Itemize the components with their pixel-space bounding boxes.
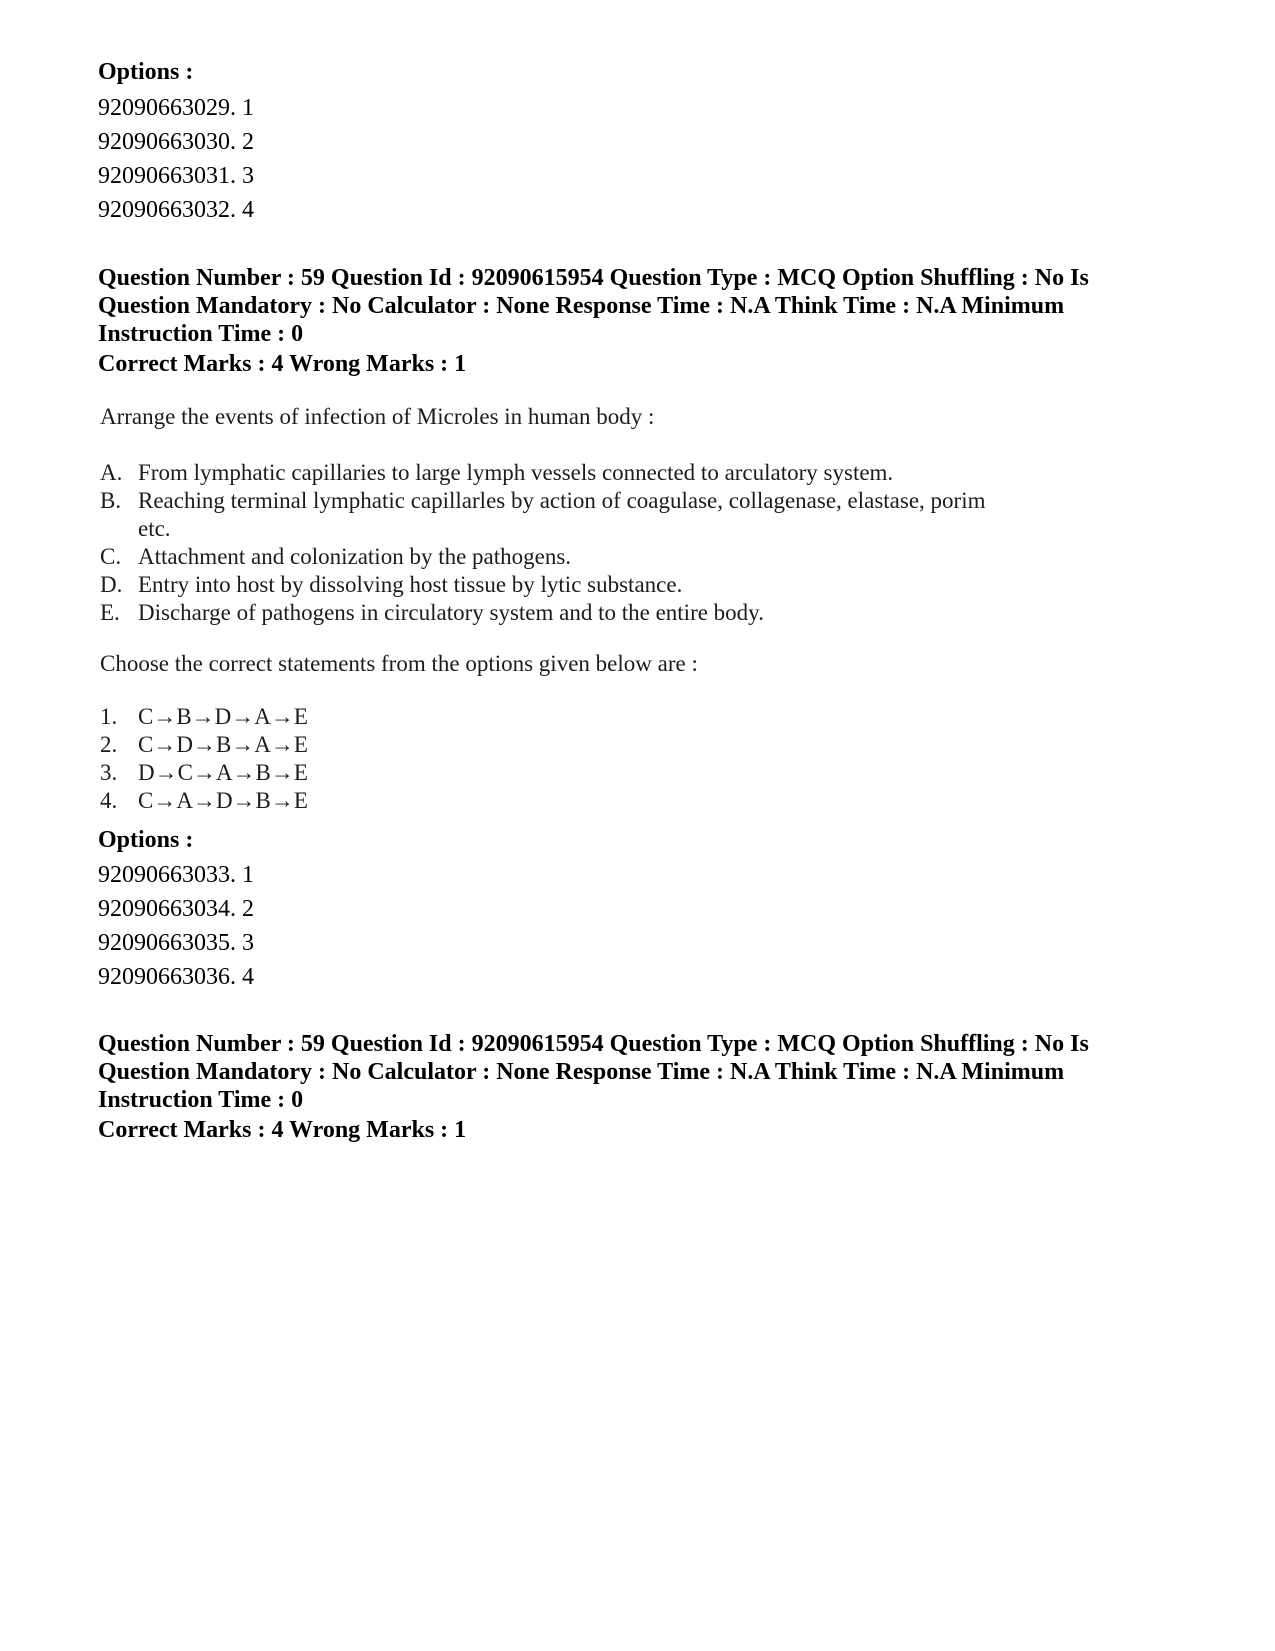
choice-label: 2. — [100, 732, 118, 757]
event-item — [100, 459, 1020, 487]
question-instruction: Choose the correct statements from the options given below are : — [100, 651, 698, 676]
event-item — [100, 599, 1020, 627]
option-item: 92090663035. 3 — [98, 930, 254, 956]
event-item — [100, 543, 1020, 571]
event-text: Discharge of pathogens in circulatory system and to the entire body. — [138, 600, 764, 625]
option-item: 92090663032. 4 — [98, 197, 254, 223]
choice-text: D→C→A→B→E — [138, 760, 308, 785]
option-item: 92090663036. 4 — [98, 964, 254, 990]
choice-item — [100, 787, 308, 815]
choice-label: 3. — [100, 760, 118, 785]
prev-options-list — [98, 91, 254, 227]
option-item: 92090663029. 1 — [98, 95, 254, 121]
choice-text: C→B→D→A→E — [138, 704, 308, 729]
choice-text: C→D→B→A→E — [138, 732, 308, 757]
options-heading: Options : — [98, 59, 194, 85]
event-list — [100, 459, 1020, 627]
event-item — [100, 571, 1020, 599]
option-item: 92090663031. 3 — [98, 163, 254, 189]
event-text: From lymphatic capillaries to large lymph vessels connected to arculatory system. — [138, 460, 894, 485]
next-question-meta: Question Number : 59 Question Id : 92090615954 Question Type : MCQ Option Shuffling : No Is Question Mandatory : No Calculator : None Response Time : N.A Think Time : N.A Minimum Instruction Time : 0 — [98, 1031, 1089, 1113]
event-label: C. — [100, 544, 122, 569]
question-meta: Question Number : 59 Question Id : 92090615954 Question Type : MCQ Option Shuffling : No Is Question Mandatory : No Calculator : None Response Time : N.A Think Time : N.A Minimum Instruction Time : 0 — [98, 265, 1089, 347]
option-item: 92090663030. 2 — [98, 129, 254, 155]
choice-list — [100, 703, 308, 815]
event-label: B. — [100, 488, 122, 513]
event-label: E. — [100, 600, 120, 625]
next-question-marks: Correct Marks : 4 Wrong Marks : 1 — [98, 1117, 467, 1143]
choice-text: C→A→D→B→E — [138, 788, 308, 813]
choice-item — [100, 759, 308, 787]
choice-label: 4. — [100, 788, 118, 813]
event-text: Attachment and colonization by the pathogens. — [138, 544, 572, 569]
options-list — [98, 858, 254, 994]
option-item: 92090663033. 1 — [98, 862, 254, 888]
event-item — [100, 487, 1020, 543]
event-label: D. — [100, 572, 123, 597]
question-marks: Correct Marks : 4 Wrong Marks : 1 — [98, 351, 467, 377]
choice-item — [100, 703, 308, 731]
options-heading: Options : — [98, 827, 194, 853]
event-text: Reaching terminal lymphatic capillarles by action of coagulase, collagenase, elastase, porim etc. — [138, 488, 986, 541]
option-item: 92090663034. 2 — [98, 896, 254, 922]
choice-item — [100, 731, 308, 759]
event-text: Entry into host by dissolving host tissue by lytic substance. — [138, 572, 683, 597]
event-label: A. — [100, 460, 123, 485]
choice-label: 1. — [100, 704, 118, 729]
question-stem: Arrange the events of infection of Microles in human body : — [100, 404, 655, 429]
